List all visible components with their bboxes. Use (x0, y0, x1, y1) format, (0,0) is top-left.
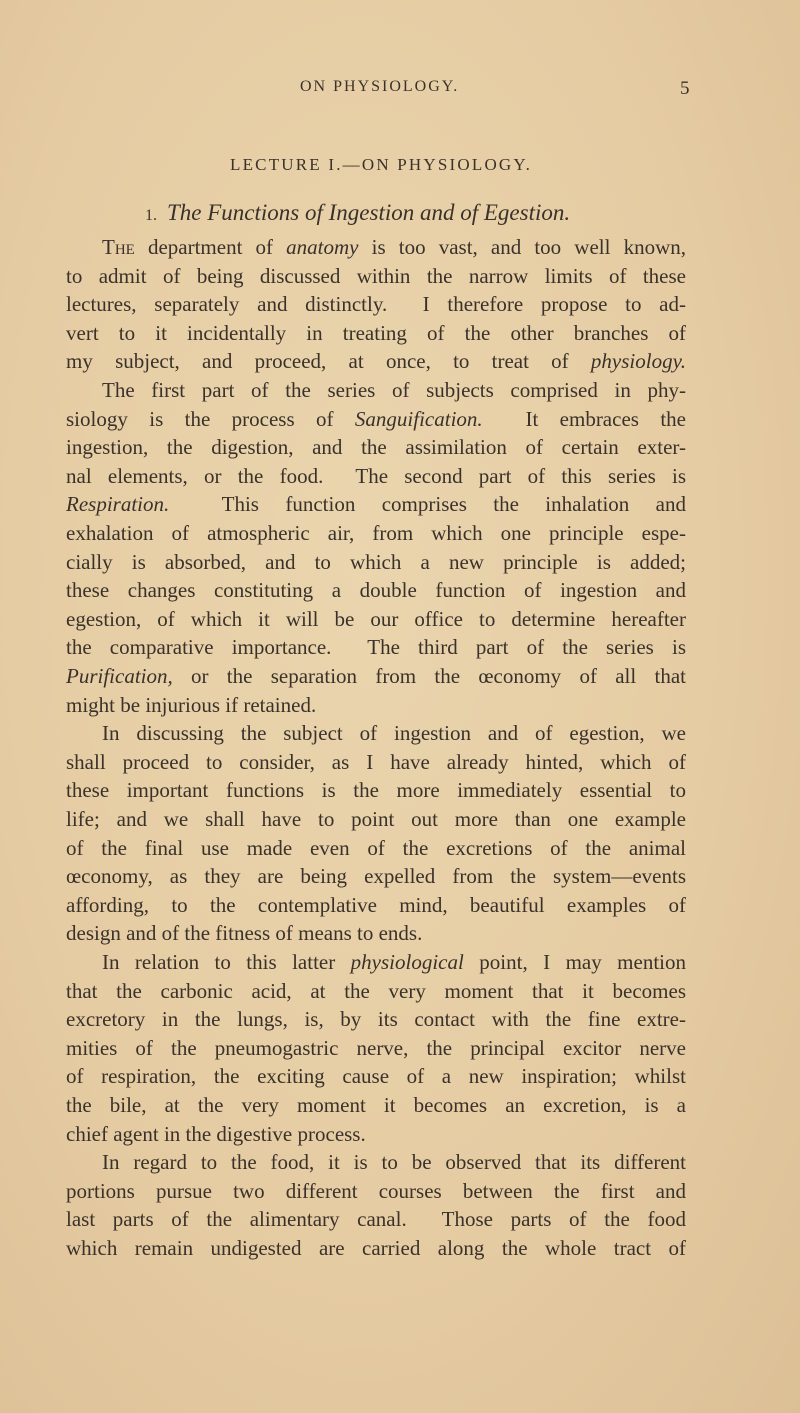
text-segment: It embraces the (482, 406, 686, 431)
italic-text: Purification, (66, 664, 173, 688)
section-heading (145, 200, 570, 226)
text-segment: excretory in the lungs, is, by its contact with the fine extre- (66, 1007, 686, 1032)
text-line (66, 576, 686, 605)
text-segment: last parts of the alimentary canal. Those parts of the food (66, 1207, 686, 1232)
text-segment: or the separation from the œconomy of all that (172, 664, 686, 688)
text-line (66, 490, 686, 519)
italic-text: Sanguification. (354, 406, 483, 431)
text-segment: which remain undigested are carried along the whole tract of (66, 1236, 686, 1260)
text-segment: that the carbonic acid, at the very moment that it becomes (66, 978, 686, 1003)
text-segment: these important functions is the more immediately essential to (66, 778, 686, 803)
text-line (66, 433, 686, 462)
text-line (66, 519, 686, 548)
text-segment: siology is the process of (66, 406, 355, 431)
text-segment: The (102, 235, 135, 259)
text-line (66, 405, 686, 434)
text-line (102, 233, 686, 262)
text-segment: these changes constituting a double function of ingestion and (66, 578, 686, 603)
text-line (66, 1234, 686, 1263)
text-line (66, 462, 686, 491)
text-line (66, 1034, 686, 1063)
text-segment: In relation to this latter (102, 950, 351, 974)
text-segment: might be injurious if retained. (66, 692, 317, 717)
text-line (66, 633, 686, 662)
text-line (102, 948, 686, 977)
text-line (66, 1205, 686, 1234)
text-segment: egestion, of which it will be our office to determine hereafter (66, 606, 686, 631)
text-line (66, 834, 686, 863)
text-line (66, 319, 686, 348)
section-title: The Functions of Ingestion and of Egestion. (167, 200, 571, 225)
page-number: 5 (680, 78, 692, 99)
text-segment: is too vast, and too well known, (358, 235, 686, 259)
text-segment: chief agent in the digestive process. (66, 1121, 366, 1146)
text-segment: of the final use made even of the excretions of the animal (66, 835, 686, 860)
text-line (66, 662, 686, 691)
text-segment: portions pursue two different courses between the first and (66, 1178, 686, 1203)
text-segment: the bile, at the very moment it becomes an excretion, is a (66, 1093, 686, 1117)
text-segment: affording, to the contemplative mind, beautiful examples of (66, 892, 686, 917)
italic-text: Respiration. (66, 492, 170, 517)
text-segment: to admit of being discussed within the narrow limits of these (66, 263, 686, 288)
text-line (66, 805, 686, 834)
text-segment: œconomy, as they are being expelled from the system—events (66, 864, 686, 889)
italic-text: physiological (350, 950, 464, 974)
text-segment: point, I may mention (463, 950, 686, 974)
text-line (66, 548, 686, 577)
text-line (102, 1148, 686, 1177)
text-segment: life; and we shall have to point out more than one example (66, 807, 686, 831)
text-line (66, 605, 686, 634)
text-line (66, 891, 686, 920)
text-segment: exhalation of atmospheric air, from which one principle espe- (66, 521, 686, 545)
text-line (102, 719, 686, 748)
text-segment: The first part of the series of subjects comprised in phy- (102, 378, 686, 402)
text-line (66, 1062, 686, 1091)
text-line (66, 1177, 686, 1206)
text-segment: cially is absorbed, and to which a new principle is added; (66, 549, 686, 574)
text-segment: design and of the fitness of means to ends. (66, 921, 423, 946)
text-line (102, 376, 686, 405)
text-segment: vert to it incidentally in treating of the other branches of (66, 320, 686, 345)
text-segment: ingestion, the digestion, and the assimilation of certain exter- (66, 435, 686, 460)
running-head-title: ON PHYSIOLOGY. (300, 78, 460, 95)
text-segment: my subject, and proceed, at once, to treat of (66, 349, 591, 374)
text-segment: of respiration, the exciting cause of a new inspiration; whilst (66, 1064, 686, 1089)
text-line (66, 776, 686, 805)
text-line (66, 862, 686, 891)
lecture-title: LECTURE I.—ON PHYSIOLOGY. (230, 155, 533, 174)
text-segment: In discussing the subject of ingestion and of egestion, we (102, 721, 686, 746)
text-line (66, 919, 686, 948)
text-line (66, 290, 686, 319)
text-segment: mities of the pneumogastric nerve, the principal excitor nerve (66, 1035, 686, 1060)
section-number: 1. (145, 207, 157, 224)
text-line (66, 1005, 686, 1034)
text-segment: nal elements, or the food. The second part of this series is (66, 463, 686, 488)
text-line (66, 1120, 686, 1149)
text-segment: lectures, separately and distinctly. I therefore propose to ad- (66, 292, 686, 317)
text-line (66, 748, 686, 777)
text-line (66, 977, 686, 1006)
text-segment: the comparative importance. The third part of the series is (66, 635, 686, 660)
text-line (66, 347, 686, 376)
text-line (66, 1091, 686, 1120)
text-segment: In regard to the food, it is to be observed that its different (102, 1150, 686, 1175)
text-segment: This function comprises the inhalation and (169, 492, 686, 517)
text-segment: shall proceed to consider, as I have already hinted, which of (66, 749, 686, 774)
text-line (66, 262, 686, 291)
text-segment: department of (134, 235, 287, 259)
text-line (66, 691, 686, 720)
italic-text: physiology. (590, 349, 686, 374)
italic-text: anatomy (286, 235, 359, 259)
